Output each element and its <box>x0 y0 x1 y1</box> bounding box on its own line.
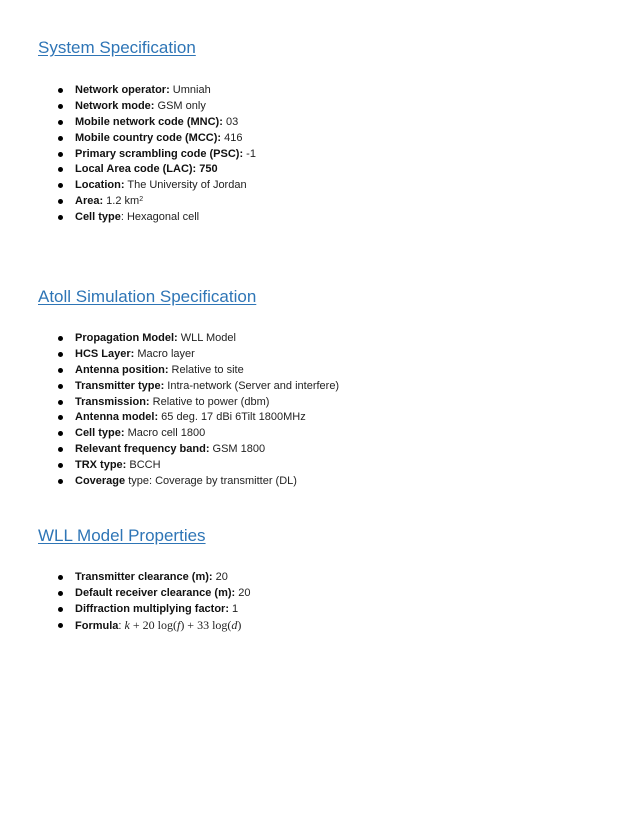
item-label: Antenna model: <box>75 411 159 424</box>
item-label: Propagation Model: <box>75 332 178 344</box>
item-label: Antenna position: <box>75 363 169 376</box>
bullet-icon <box>58 183 63 188</box>
formula-part: ) + 33 log( <box>180 617 232 632</box>
item-label: Network mode: <box>75 99 155 112</box>
formula <box>125 618 242 632</box>
list-item <box>56 442 339 458</box>
item-value: type: Coverage by transmitter (DL) <box>125 475 297 488</box>
item-label: Location: <box>75 179 125 192</box>
bullet-icon <box>58 447 63 452</box>
bullet-icon <box>58 607 63 612</box>
item-label: Mobile network code (MNC): <box>75 115 223 128</box>
item-value: Relative to site <box>168 363 244 376</box>
bullet-icon <box>58 463 63 468</box>
list-item <box>56 618 250 634</box>
item-value: -1 <box>243 147 256 160</box>
list-item <box>56 210 256 226</box>
item-label: Transmission: <box>75 395 150 408</box>
item-label: Transmitter type: <box>75 379 165 392</box>
item-label: Cell type: <box>75 427 125 440</box>
section-wll-model-properties <box>38 526 598 632</box>
item-label: Coverage <box>75 475 126 488</box>
formula-var-k: k <box>124 617 130 632</box>
bullet-icon <box>58 368 63 373</box>
bullet-icon <box>58 215 63 220</box>
item-value: 03 <box>222 115 239 128</box>
item-value: Umniah <box>169 84 211 96</box>
item-label: Primary scrambling code (PSC): <box>75 147 244 160</box>
bullet-icon <box>58 104 63 109</box>
formula-part: ) <box>237 617 242 632</box>
list-item <box>56 331 339 347</box>
item-value: : Hexagonal cell <box>120 211 200 224</box>
formula-var-f: f <box>176 617 181 632</box>
bullet-icon <box>58 623 63 628</box>
item-value: Intra-network (Server and interfere) <box>164 379 340 392</box>
item-label: Relevant frequency band: <box>75 443 210 456</box>
list-item <box>56 194 256 210</box>
bullet-icon <box>58 479 63 484</box>
section-atoll-simulation-specification <box>38 287 598 488</box>
item-value: Macro cell 1800 <box>124 427 206 440</box>
superscript: 2 <box>139 196 144 204</box>
list-item <box>56 162 256 178</box>
list-item <box>56 178 256 194</box>
list-item <box>56 363 339 379</box>
list-item <box>56 586 250 602</box>
section-heading: Atoll Simulation Specification <box>38 287 257 306</box>
list-item <box>56 147 256 163</box>
item-value: BCCH <box>126 459 161 472</box>
item-value: WLL Model <box>177 332 236 344</box>
bullet-icon <box>58 152 63 157</box>
section-heading: System Specification <box>38 38 196 57</box>
bullet-icon <box>58 384 63 389</box>
list-item <box>56 347 339 363</box>
bullet-icon <box>58 336 63 341</box>
bullet-icon <box>58 167 63 172</box>
list-item <box>56 115 256 131</box>
bullet-icon <box>58 591 63 596</box>
list-item <box>56 395 339 411</box>
list-item <box>56 131 256 147</box>
bullet-icon <box>58 352 63 357</box>
item-label: Local Area code (LAC): 750 <box>75 163 218 176</box>
list-item <box>56 410 339 426</box>
bullet-list <box>56 83 256 226</box>
item-value: 20 <box>235 586 251 599</box>
section-system-specification <box>38 38 598 224</box>
bullet-icon <box>58 88 63 93</box>
list-item <box>56 602 250 618</box>
item-label: Cell type <box>75 211 121 224</box>
bullet-icon <box>58 415 63 420</box>
bullet-list <box>56 570 250 634</box>
item-value: : <box>118 619 125 632</box>
list-item <box>56 458 339 474</box>
list-item <box>56 379 339 395</box>
item-label: Area: <box>75 195 104 208</box>
bullet-icon <box>58 199 63 204</box>
list-item <box>56 570 250 586</box>
item-label: Network operator: <box>75 84 170 96</box>
item-label: Default receiver clearance (m): <box>75 586 236 599</box>
bullet-icon <box>58 136 63 141</box>
bullet-icon <box>58 400 63 405</box>
bullet-icon <box>58 120 63 125</box>
list-item <box>56 474 339 490</box>
item-value: 1.2 km <box>103 195 140 208</box>
item-value: 20 <box>212 571 228 583</box>
item-label: TRX type: <box>75 459 127 472</box>
item-label: Mobile country code (MCC): <box>75 131 222 144</box>
section-heading: WLL Model Properties <box>38 526 206 545</box>
formula-part: + 20 log( <box>129 617 177 632</box>
item-value: Macro layer <box>134 347 195 360</box>
bullet-icon <box>58 431 63 436</box>
item-label: Formula <box>75 619 119 632</box>
item-label: HCS Layer: <box>75 347 135 360</box>
item-value: 416 <box>221 131 243 144</box>
item-value: 1 <box>229 602 239 615</box>
item-value: GSM 1800 <box>209 443 266 456</box>
item-value: GSM only <box>154 99 206 112</box>
list-item <box>56 83 256 99</box>
formula-var-d: d <box>231 617 238 632</box>
item-value: 65 deg. 17 dBi 6Tilt 1800MHz <box>158 411 306 424</box>
item-label: Diffraction multiplying factor: <box>75 602 229 615</box>
list-item <box>56 99 256 115</box>
list-item <box>56 426 339 442</box>
bullet-list <box>56 331 339 490</box>
item-label: Transmitter clearance (m): <box>75 571 213 583</box>
item-value: Relative to power (dbm) <box>149 395 270 408</box>
bullet-icon <box>58 575 63 580</box>
item-value: The University of Jordan <box>124 179 247 192</box>
